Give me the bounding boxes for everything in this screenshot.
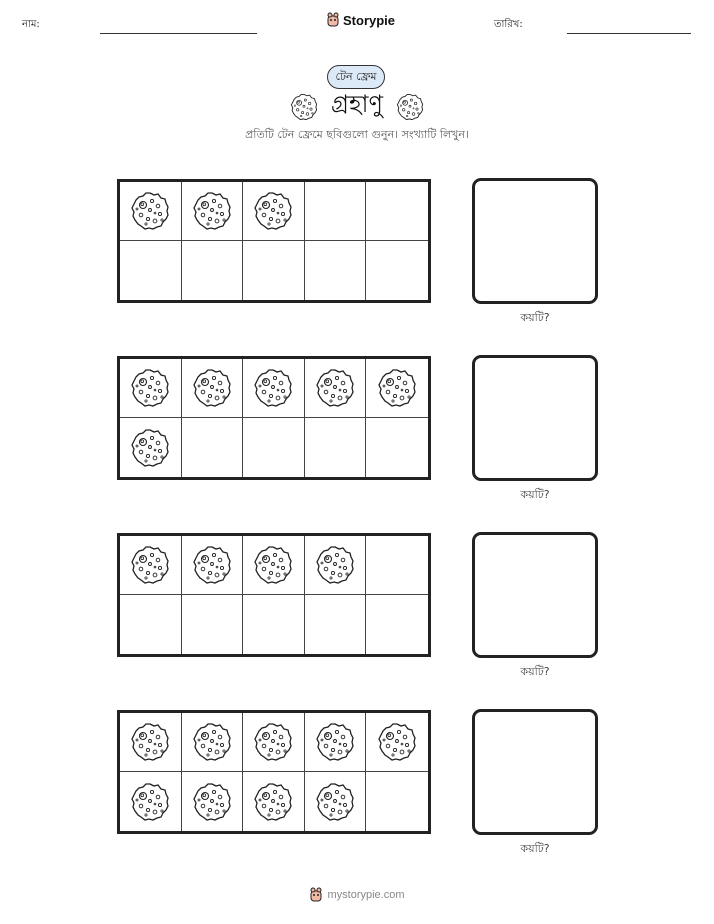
ten-frame-cell bbox=[305, 536, 367, 595]
ten-frame-cell bbox=[120, 418, 182, 477]
answer-label: কয়টি? bbox=[520, 665, 550, 678]
asteroid-icon bbox=[377, 368, 417, 408]
page-title: গ্রহাণু bbox=[330, 90, 384, 118]
ten-frame-cell bbox=[243, 595, 305, 654]
asteroid-icon bbox=[253, 368, 293, 408]
asteroid-icon bbox=[192, 545, 232, 585]
footer-url: mystorypie.com bbox=[327, 889, 405, 901]
ten-frame-cell bbox=[305, 359, 367, 418]
asteroid-icon bbox=[315, 545, 355, 585]
ten-frame-cell bbox=[182, 536, 244, 595]
name-field[interactable] bbox=[100, 33, 257, 34]
ten-frame-cell bbox=[243, 359, 305, 418]
ten-frame-cell bbox=[182, 359, 244, 418]
asteroid-icon bbox=[253, 782, 293, 822]
ten-frame-cell bbox=[243, 241, 305, 300]
ten-frame bbox=[117, 533, 431, 657]
ten-frame-cell bbox=[182, 182, 244, 241]
ten-frame-cell bbox=[366, 713, 428, 772]
instructions: প্রতিটি টেন ফ্রেমে ছবিগুলো গুনুন। সংখ্যাটি লিখুন। bbox=[245, 128, 469, 141]
answer-box[interactable] bbox=[472, 178, 598, 304]
ten-frame-cell bbox=[182, 241, 244, 300]
worksheet-badge: টেন ফ্রেম bbox=[327, 65, 385, 89]
answer-box[interactable] bbox=[472, 532, 598, 658]
name-label: নাম: bbox=[22, 19, 40, 30]
ten-frame-cell bbox=[243, 713, 305, 772]
ten-frame-cell bbox=[120, 772, 182, 831]
asteroid-icon bbox=[130, 428, 170, 468]
ten-frame-cell bbox=[120, 241, 182, 300]
ten-frame-cell bbox=[305, 418, 367, 477]
ten-frame-cell bbox=[120, 595, 182, 654]
answer-box[interactable] bbox=[472, 355, 598, 481]
brand-name: Storypie bbox=[343, 12, 396, 28]
ten-frame-cell bbox=[366, 536, 428, 595]
asteroid-icon bbox=[130, 368, 170, 408]
ten-frame-cell bbox=[305, 182, 367, 241]
asteroid-icon bbox=[192, 191, 232, 231]
ten-frame-cell bbox=[120, 536, 182, 595]
date-field[interactable] bbox=[567, 33, 691, 34]
ten-frame-cell bbox=[120, 359, 182, 418]
asteroid-icon bbox=[192, 782, 232, 822]
ten-frame-cell bbox=[182, 418, 244, 477]
ten-frame bbox=[117, 356, 431, 480]
ten-frame-cell bbox=[366, 182, 428, 241]
asteroid-icon bbox=[130, 722, 170, 762]
ten-frame-cell bbox=[182, 595, 244, 654]
ten-frame-cell bbox=[305, 241, 367, 300]
storypie-logo-icon bbox=[309, 887, 323, 903]
answer-label: কয়টি? bbox=[520, 488, 550, 501]
asteroid-icon bbox=[130, 191, 170, 231]
ten-frame-cell bbox=[120, 713, 182, 772]
ten-frame-cell bbox=[120, 182, 182, 241]
ten-frame bbox=[117, 710, 431, 834]
asteroid-icon bbox=[315, 368, 355, 408]
ten-frame-cell bbox=[366, 418, 428, 477]
asteroid-icon bbox=[130, 782, 170, 822]
asteroid-icon bbox=[192, 368, 232, 408]
asteroid-icon bbox=[253, 545, 293, 585]
answer-label: কয়টি? bbox=[520, 842, 550, 855]
asteroid-icon bbox=[192, 722, 232, 762]
ten-frame-cell bbox=[366, 241, 428, 300]
ten-frame bbox=[117, 179, 431, 303]
answer-label: কয়টি? bbox=[520, 311, 550, 324]
asteroid-icon bbox=[396, 93, 424, 121]
ten-frame-cell bbox=[305, 772, 367, 831]
ten-frame-cell bbox=[305, 713, 367, 772]
ten-frame-cell bbox=[243, 418, 305, 477]
ten-frame-cell bbox=[305, 595, 367, 654]
asteroid-icon bbox=[253, 722, 293, 762]
ten-frame-cell bbox=[366, 359, 428, 418]
asteroid-icon bbox=[253, 191, 293, 231]
ten-frame-cell bbox=[243, 772, 305, 831]
asteroid-icon bbox=[315, 782, 355, 822]
ten-frame-cell bbox=[366, 772, 428, 831]
answer-box[interactable] bbox=[472, 709, 598, 835]
ten-frame-cell bbox=[182, 713, 244, 772]
brand-logo bbox=[326, 12, 395, 28]
asteroid-icon bbox=[130, 545, 170, 585]
asteroid-icon bbox=[377, 722, 417, 762]
date-label: তারিখ: bbox=[494, 19, 523, 30]
ten-frame-cell bbox=[243, 536, 305, 595]
ten-frame-cell bbox=[182, 772, 244, 831]
ten-frame-cell bbox=[243, 182, 305, 241]
asteroid-icon bbox=[315, 722, 355, 762]
storypie-logo-icon bbox=[326, 12, 340, 28]
footer bbox=[0, 887, 714, 903]
ten-frame-cell bbox=[366, 595, 428, 654]
